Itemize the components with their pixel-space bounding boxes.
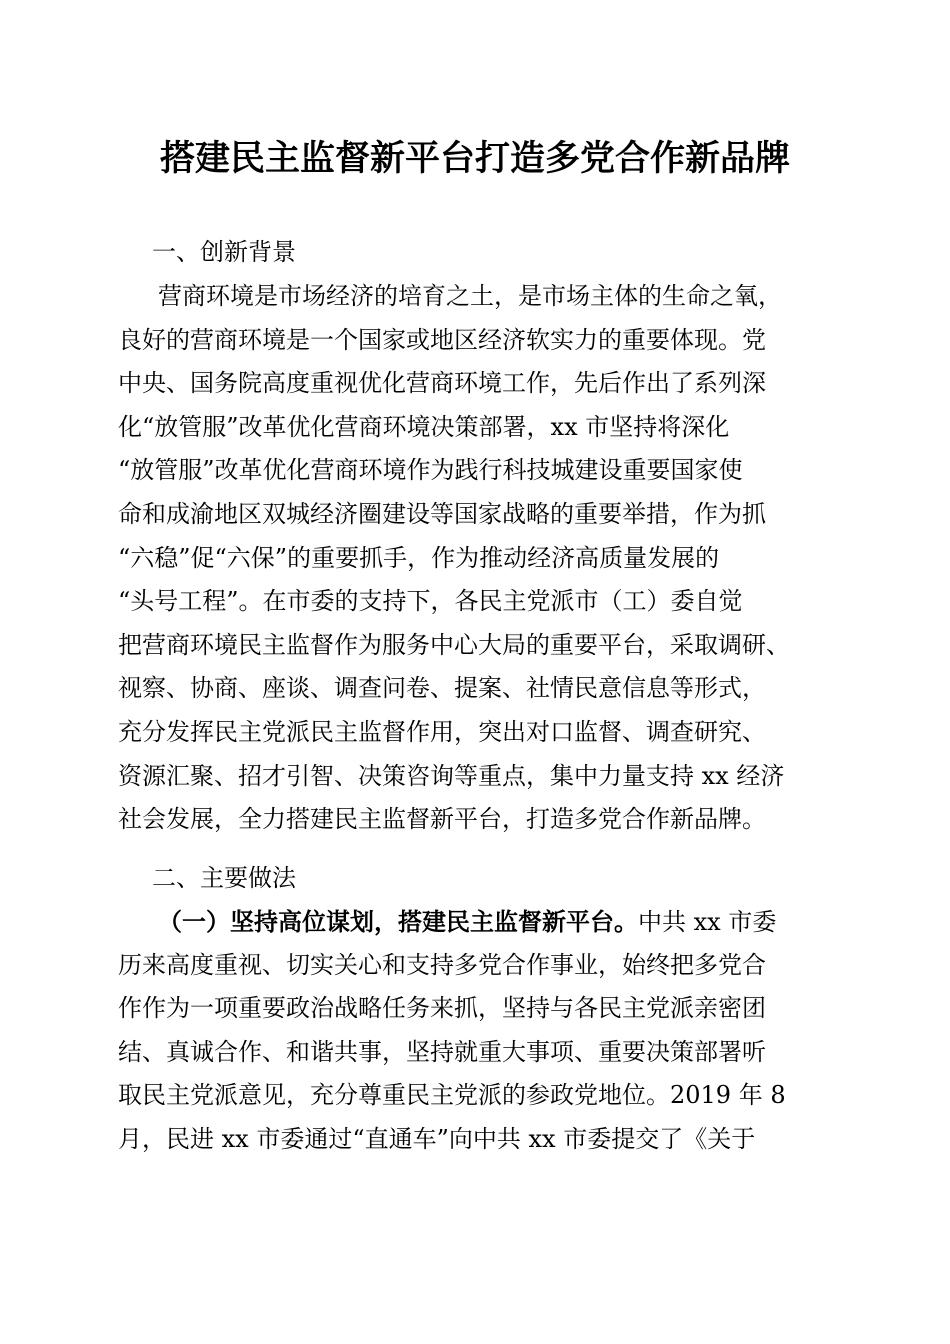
document-title: 搭建民主监督新平台打造多党合作新品牌 xyxy=(159,138,790,179)
section-heading-practices: 二、主要做法 xyxy=(152,864,296,892)
lead-continuation: 中共 xx 市委 xyxy=(638,908,777,936)
paragraph-line: 社会发展，全力搭建民主监督新平台，打造多党合作新品牌。 xyxy=(118,805,766,834)
paragraph-line: 结、真诚合作、和谐共事，坚持就重大事项、重要决策部署听 xyxy=(118,1037,766,1066)
paragraph-line: “六稳”促“六保”的重要抓手，作为推动经济高质量发展的 xyxy=(118,543,720,572)
paragraph-line: 资源汇聚、招才引智、决策咨询等重点，集中力量支持 xx 经济 xyxy=(118,761,785,790)
paragraph-line: 取民主党派意见，充分尊重民主党派的参政党地位。2019 年 8 xyxy=(118,1081,786,1110)
subsection-lead: （一）坚持高位谋划，搭建民主监督新平台。 xyxy=(158,907,638,936)
paragraph-line: 良好的营商环境是一个国家或地区经济软实力的重要体现。党 xyxy=(118,325,766,354)
paragraph-background xyxy=(118,275,834,842)
section-heading-background: 一、创新背景 xyxy=(152,238,296,266)
paragraph-line: 作作为一项重要政治战略任务来抓，坚持与各民主党派亲密团 xyxy=(118,994,766,1023)
paragraph-line: 月，民进 xx 市委通过“直通车”向中共 xx 市委提交了《关于 xyxy=(118,1124,756,1153)
paragraph-line: 命和成渝地区双城经济圈建设等国家战略的重要举措，作为抓 xyxy=(118,499,766,528)
paragraph-line: “头号工程”。在市委的支持下，各民主党派市（工）委自觉 xyxy=(118,587,743,616)
paragraph-line xyxy=(118,900,834,944)
paragraph-line: 营商环境是市场经济的培育之土，是市场主体的生命之氧， xyxy=(158,282,782,310)
paragraph-line: 中央、国务院高度重视优化营商环境工作，先后作出了系列深 xyxy=(118,369,766,398)
paragraph-line: 历来高度重视、切实关心和支持多党合作事业，始终把多党合 xyxy=(118,950,766,979)
paragraph-practices xyxy=(118,900,834,1162)
paragraph-line: “放管服”改革优化营商环境作为践行科技城建设重要国家使 xyxy=(118,456,743,485)
paragraph-line: 充分发挥民主党派民主监督作用，突出对口监督、调查研究、 xyxy=(118,717,766,746)
paragraph-line: 视察、协商、座谈、调查问卷、提案、社情民意信息等形式， xyxy=(118,674,766,703)
paragraph-line: 把营商环境民主监督作为服务中心大局的重要平台，采取调研、 xyxy=(118,630,790,659)
paragraph-line: 化“放管服”改革优化营商环境决策部署，xx 市坚持将深化 xyxy=(118,412,730,441)
